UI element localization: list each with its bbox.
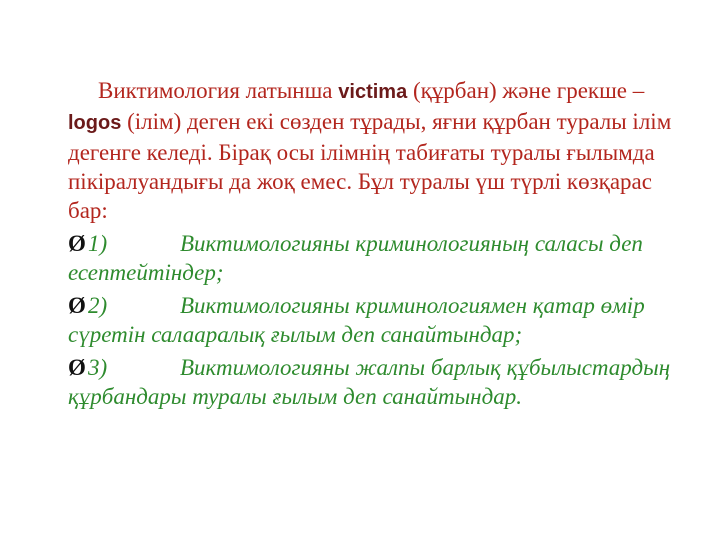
bullet-text: Виктимологияны криминологиямен қатар өмір сүретін салааралық ғылым деп санайтындар; [68,293,645,347]
intro-text-1: Виктимология латынша [98,78,339,103]
arrow-bullet-icon: Ø [68,231,86,256]
bullet-item-3 [68,353,680,411]
arrow-bullet-icon: Ø [68,355,86,380]
bullet-item-1 [68,229,680,287]
bullet-text: Виктимологияны жалпы барлық құбылыстардың құрбандары туралы ғылым деп санайтындар. [68,355,671,409]
intro-paragraph [68,76,680,225]
bullet-number: 1) [88,231,108,256]
keyword-victima: victima [338,81,408,103]
intro-text-2: (құрбан) және грекше – [407,78,645,103]
arrow-bullet-icon: Ø [68,293,86,318]
text-block [68,76,680,411]
intro-text-3: (ілім) деген екі сөзден тұрады, яғни құрбан туралы ілім дегенге келеді. Бірақ осы ілімнің табиғаты туралы ғылымда пікіралуандығы да жоқ емес. Бұл туралы үш түрлі көзқарас бар: [68,109,672,223]
keyword-logos: logos [68,112,122,134]
bullet-item-2 [68,291,680,349]
bullet-number: 3) [88,355,108,380]
bullet-text: Виктимологияны криминологияның саласы деп есептейтіндер; [68,231,643,285]
bullet-number: 2) [88,293,108,318]
